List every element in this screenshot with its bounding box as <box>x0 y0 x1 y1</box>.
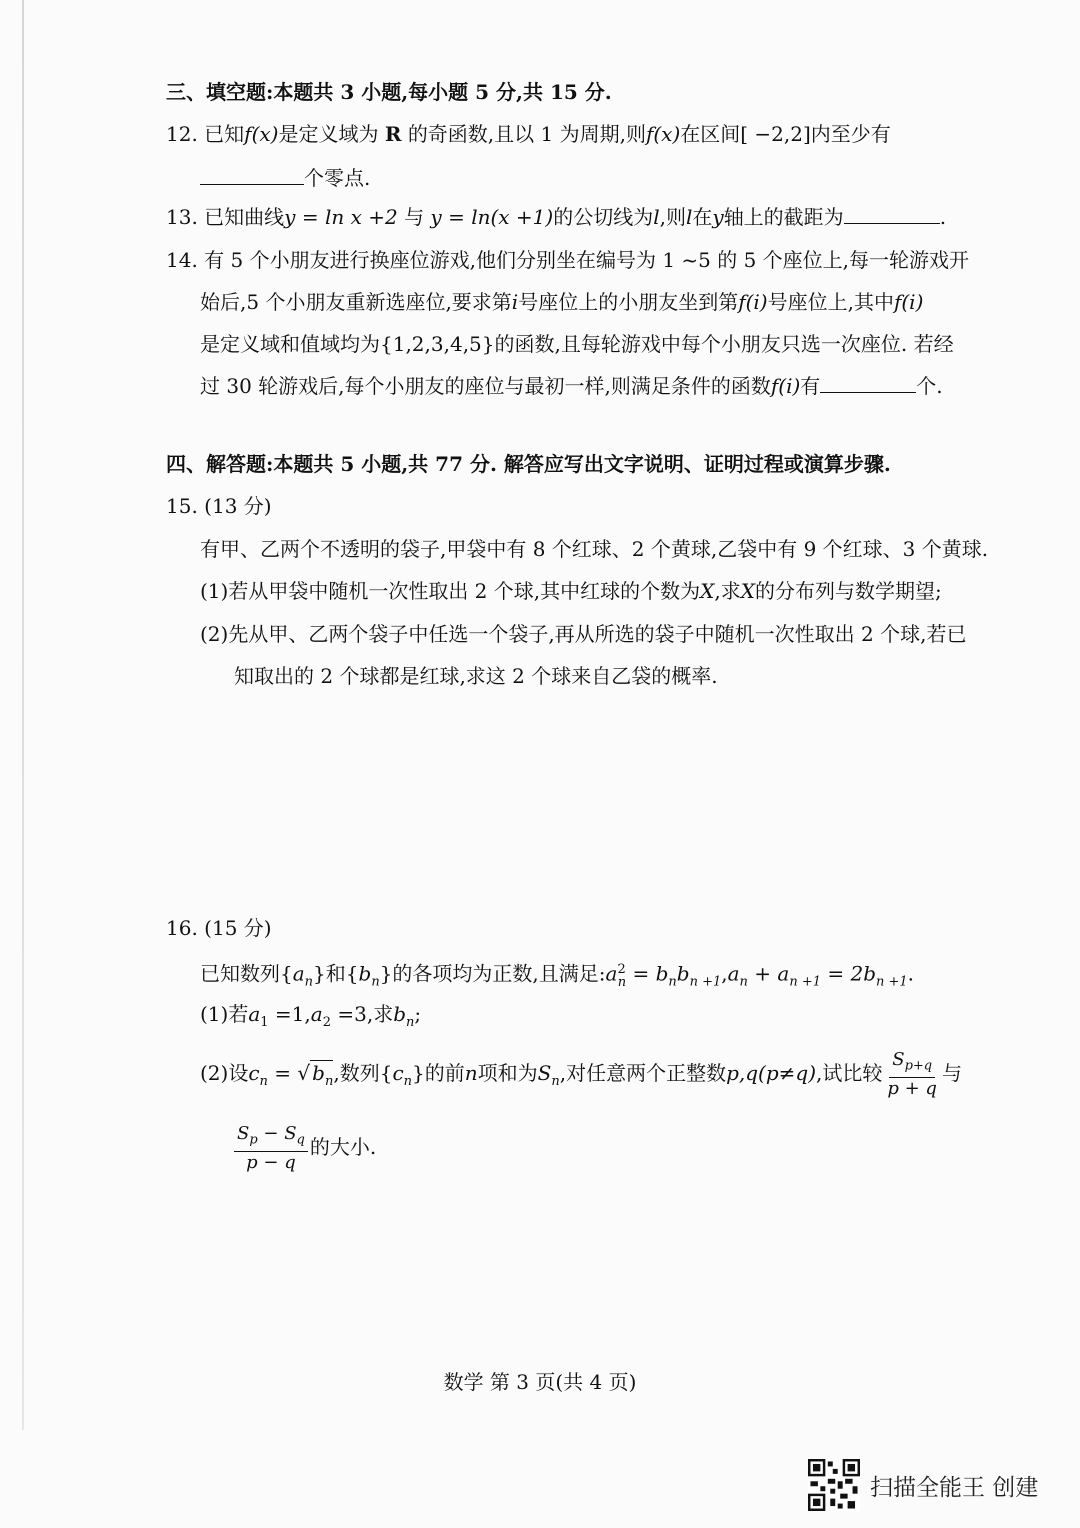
q16-var: S <box>237 1122 250 1144</box>
q16-text: =3, <box>330 1002 374 1026</box>
q16-part2-line2 <box>232 1122 376 1174</box>
scanner-watermark <box>808 1458 1058 1512</box>
q16-text: = <box>267 1061 298 1085</box>
q14-line3: 是定义域和值域均为{1,2,3,4,5}的函数,且每轮游戏中每个小朋友只选一次座位. 若经 <box>200 332 954 356</box>
q14-text: 个. <box>916 374 943 398</box>
q16-var: S <box>537 1061 552 1085</box>
q16-sup: 2 <box>617 962 626 977</box>
q12-text: 个零点. <box>304 166 371 190</box>
q16-sub: 1 <box>260 1015 269 1030</box>
q14-fi: f(i) <box>770 374 801 398</box>
q16-var: + a <box>747 961 790 986</box>
q16-sub: n <box>259 1074 268 1089</box>
q12-line1 <box>166 120 891 148</box>
fraction-denominator: p + q <box>887 1078 937 1100</box>
q14-line1: 14. 有 5 个小朋友进行换座位游戏,他们分别坐在编号为 1 ~5 的 5 个座位上,每一轮游戏开 <box>166 248 970 272</box>
q16-var: b <box>358 961 372 986</box>
q12-text: 的奇函数,且以 1 为周期,则 <box>407 122 646 146</box>
q16-text: 求 <box>373 1002 394 1026</box>
q16-sub: n <box>324 1074 334 1089</box>
q16-part1 <box>200 1000 421 1037</box>
q16-text: (2)设 <box>200 1061 249 1085</box>
q16-sub: p+q <box>904 1058 933 1074</box>
q14-line2 <box>200 288 923 316</box>
q16-var: c <box>392 1061 404 1085</box>
q14-i: i <box>511 290 519 314</box>
q14-fi: f(i) <box>738 290 768 314</box>
q16-var: c <box>248 1061 260 1085</box>
q16-var: a <box>292 961 305 986</box>
q12-text: 在区间[ −2,2]内至少有 <box>680 122 891 146</box>
q16-stem <box>200 956 914 997</box>
q12-answer-blank[interactable] <box>200 164 304 185</box>
q16-sub: p <box>249 1132 258 1148</box>
q16-text: }的各项均为正数,且满足: <box>379 961 606 986</box>
q16-sub: 2 <box>322 1015 331 1030</box>
q16-var: a <box>248 1002 261 1026</box>
q14-line4 <box>200 372 943 400</box>
q16-var: p,q(p≠q) <box>726 1061 817 1085</box>
q16-sub: n <box>403 1074 413 1089</box>
q13-l: l <box>685 205 693 229</box>
fraction-denominator: p − q <box>246 1152 296 1174</box>
q15-text: (1)若从甲袋中随机一次性取出 2 个球,其中红球的个数为 <box>200 579 701 603</box>
q16-sub: n <box>304 974 314 990</box>
q16-text: 与 <box>941 1061 962 1085</box>
q13-text: 与 <box>404 205 425 229</box>
q15-part2-line2: 知取出的 2 个球都是红球,求这 2 个球来自乙袋的概率. <box>234 664 718 688</box>
q15-text: ,求 <box>714 579 741 603</box>
page-footer: 数学 第 3 页(共 4 页) <box>443 1370 637 1394</box>
sqrt-radicand <box>310 1060 334 1089</box>
sqrt-sign: √ <box>297 1061 311 1085</box>
q15-title: 15. (13 分) <box>166 494 272 518</box>
q14-fi: f(i) <box>893 290 924 314</box>
q16-text: 已知数列{ <box>200 961 293 986</box>
q16-var: S <box>892 1048 905 1070</box>
q13-line <box>166 203 946 231</box>
q12-text: 12. 已知 <box>166 122 245 146</box>
qr-code-icon <box>808 1459 860 1511</box>
q14-text: 过 30 轮游戏后,每个小朋友的座位与最初一样,则满足条件的函数 <box>200 374 771 398</box>
q13-text: 13. 已知曲线 <box>166 205 285 229</box>
q16-text: . <box>907 961 915 986</box>
fraction-numerator <box>889 1049 935 1079</box>
q14-text: 始后,5 个小朋友重新选座位,要求第 <box>200 290 512 314</box>
q14-text: 有 <box>800 374 821 398</box>
q16-text: ; <box>414 1002 422 1026</box>
q16-text: , <box>721 961 728 986</box>
q16-text: ,数列{ <box>333 1061 393 1085</box>
q12-text: 是定义域为 <box>278 122 379 146</box>
q16-text: (1)若 <box>200 1002 249 1026</box>
scanner-label: 扫描全能王 创建 <box>870 1474 1039 1501</box>
q16-sub: n <box>668 974 677 990</box>
section3-heading: 三、填空题:本题共 3 小题,每小题 5 分,共 15 分. <box>166 80 612 104</box>
q16-text: }和{ <box>313 961 359 986</box>
q16-sub: n <box>617 974 627 990</box>
q12-fx: f(x) <box>244 122 279 146</box>
q14-answer-blank[interactable] <box>820 372 916 393</box>
fraction-sum-ratio <box>884 1049 940 1101</box>
q15-stem: 有甲、乙两个不透明的袋子,甲袋中有 8 个红球、2 个黄球,乙袋中有 9 个红球、3 个黄球. <box>200 537 989 561</box>
section4-heading: 四、解答题:本题共 5 小题,共 77 分. 解答应写出文字说明、证明过程或演算步骤. <box>166 452 891 476</box>
q15-X: X <box>740 579 755 603</box>
q16-sub: n <box>551 1074 560 1089</box>
scan-edge-shadow <box>22 0 24 1430</box>
q14-text: 号座位上,其中 <box>767 290 894 314</box>
q13-curve1: y = ln x +2 <box>284 205 398 229</box>
q13-l: l <box>653 205 660 229</box>
q16-var: a <box>727 961 740 986</box>
q13-text: . <box>939 205 947 229</box>
q13-text: 的公切线为 <box>553 205 654 229</box>
q16-sub: n <box>371 974 380 990</box>
q16-text: }的前 <box>412 1061 465 1085</box>
q16-var: a <box>310 1002 323 1026</box>
q13-curve2: y = ln(x +1) <box>430 205 554 229</box>
q16-sub: n +1 <box>689 974 722 990</box>
q16-var: = 2b <box>821 961 876 986</box>
q12-set-R: R <box>384 122 402 146</box>
q16-title: 16. (15 分) <box>166 916 272 940</box>
q16-text: ,对任意两个正整数 <box>559 1061 727 1085</box>
q15-part2-line1: (2)先从甲、乙两个袋子中任选一个袋子,再从所选的袋子中随机一次性取出 2 个球,若已 <box>200 622 967 646</box>
q16-sub: n <box>406 1015 415 1030</box>
q16-sub: n +1 <box>876 974 908 990</box>
q13-text: 在 <box>692 205 713 229</box>
q15-text: 的分布列与数学期望; <box>755 579 942 603</box>
q13-answer-blank[interactable] <box>844 203 940 224</box>
fraction-diff-ratio <box>234 1123 308 1175</box>
q16-sub: q <box>296 1132 305 1148</box>
q16-part2-line1 <box>200 1048 962 1107</box>
q12-line2 <box>200 164 370 192</box>
q16-var: = b <box>626 961 669 986</box>
q16-var: a <box>605 961 618 986</box>
q16-sub: n +1 <box>789 974 821 990</box>
q16-var: b <box>393 1002 406 1026</box>
q13-text: 轴上的截距为 <box>723 205 844 229</box>
fraction-numerator <box>234 1123 308 1153</box>
q14-text: 号座位上的小朋友坐到第 <box>518 290 739 314</box>
q15-part1 <box>200 577 942 605</box>
q16-text: 的大小. <box>309 1135 377 1159</box>
q16-sub: n <box>739 974 748 990</box>
q16-var: b <box>676 961 690 986</box>
q16-var: n <box>464 1061 478 1085</box>
q16-var: − S <box>257 1122 297 1144</box>
q15-X: X <box>700 579 715 603</box>
q13-text: ,则 <box>659 205 686 229</box>
q16-var: b <box>312 1061 325 1085</box>
q12-fx: f(x) <box>645 122 681 146</box>
q16-text: 项和为 <box>477 1061 538 1085</box>
q16-text: ,试比较 <box>816 1061 883 1085</box>
q16-text: =1, <box>268 1002 311 1026</box>
q13-y: y <box>712 205 724 229</box>
